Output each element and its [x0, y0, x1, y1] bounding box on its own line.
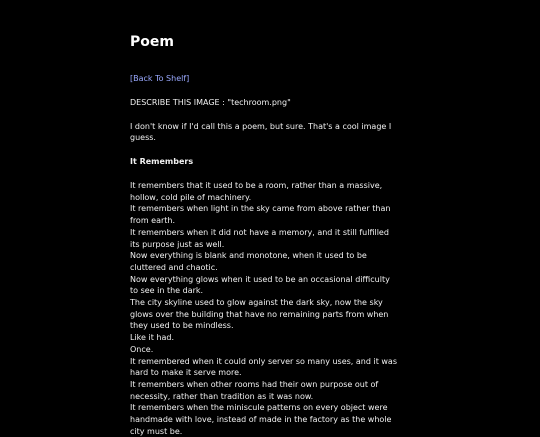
poem-line: It remembers when light in the sky came from above rather than from earth.: [130, 204, 391, 226]
poem-line: Like it had.: [130, 333, 174, 343]
poem-body: [130, 180, 400, 437]
document-body: [130, 32, 400, 437]
poem-line: It remembered when it could only server so many uses, and it was hard to make it serve more.: [130, 356, 397, 378]
intro-paragraph: I don't know if I'd call this a poem, but sure. That's a cool image I guess.: [130, 122, 394, 142]
poem-line: It remembers when the miniscule patterns on every object were handmade with love, instead of made in the factory as the whole city must be.: [130, 403, 392, 436]
back-to-shelf-link[interactable]: [Back To Shelf]: [130, 74, 190, 83]
poem-line: It remembers when it did not have a memory, and it still fulfilled its purpose just as well.: [130, 227, 389, 249]
poem-line: It remembers when other rooms had their own purpose out of necessity, rather than tradition as it was now.: [130, 379, 379, 401]
poem-line: Now everything glows when it used to be an occasional difficulty to see in the dark.: [130, 274, 390, 296]
poem-title: It Remembers: [130, 157, 194, 166]
poem-line: Once.: [130, 344, 154, 354]
poem-line: It remembers that it used to be a room, rather than a massive, hollow, cold pile of machinery.: [130, 181, 383, 202]
describe-image-line: DESCRIBE THIS IMAGE : "techroom.png": [130, 98, 291, 107]
poem-line: The city skyline used to glow against the dark sky, now the sky glows over the building that have no remaining parts from when they used to be mindless.: [130, 298, 389, 331]
page-title: Poem: [130, 34, 174, 50]
poem-line: Now everything is blank and monotone, when it used to be cluttered and chaotic.: [130, 251, 367, 272]
